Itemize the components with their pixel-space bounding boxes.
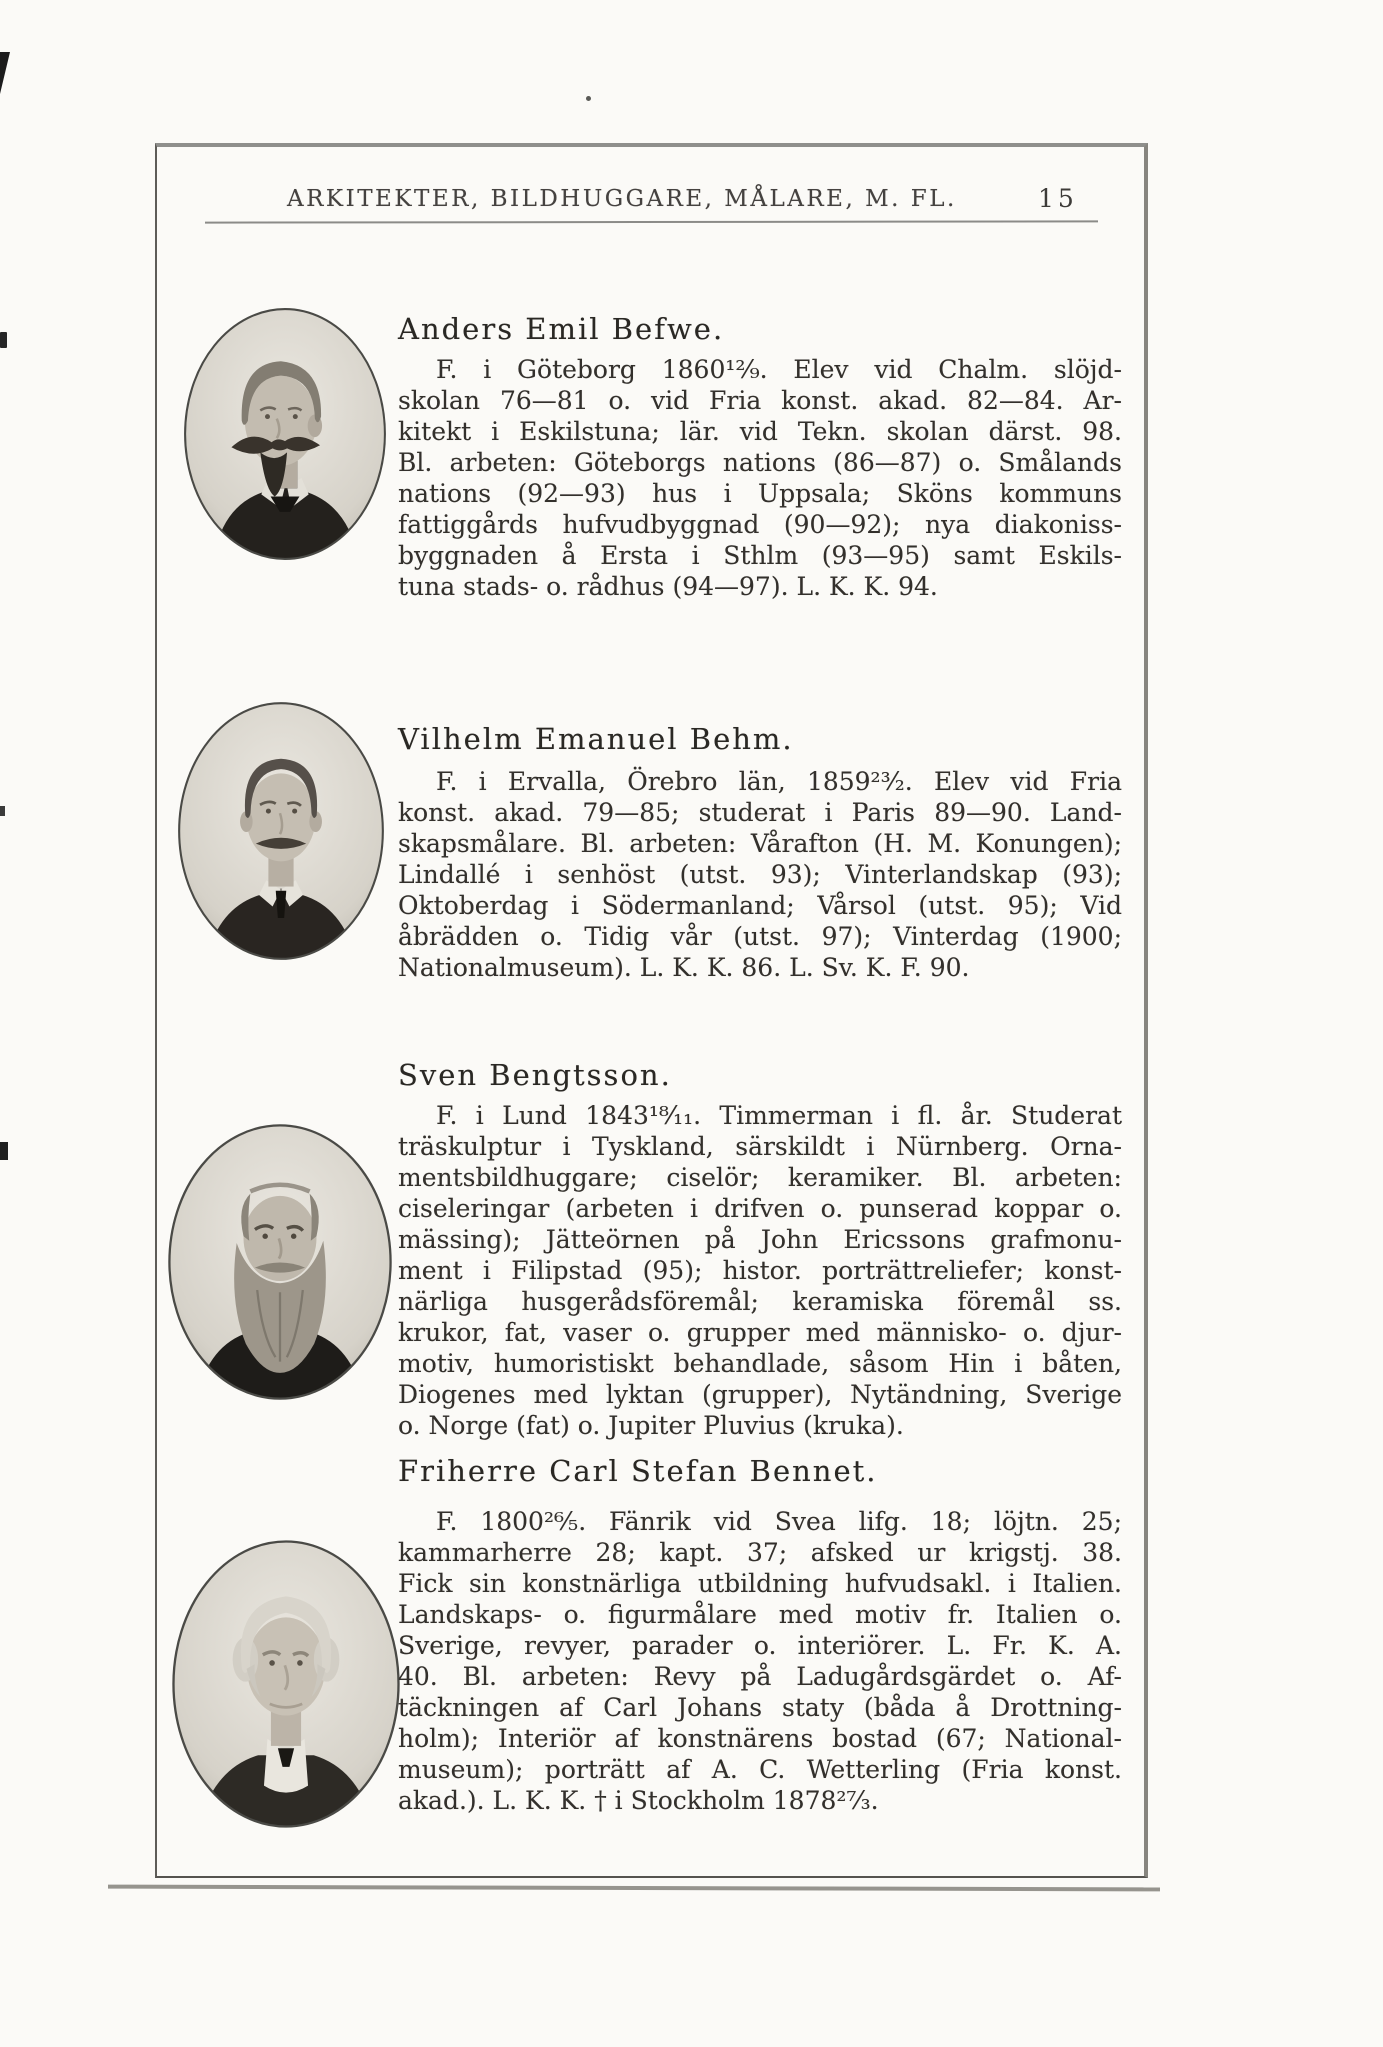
bio-line: Landskaps- o. figurmålare med motiv fr. Italien o.: [398, 1600, 1122, 1629]
bio-line: kammarherre 28; kapt. 37; afsked ur krigstj. 38.: [398, 1538, 1122, 1567]
bio-line: F. i Göteborg 1860¹²⁄₉. Elev vid Chalm. slöjd-: [436, 355, 1122, 384]
bio-line: tuna stads- o. rådhus (94—97). L. K. K. 94.: [398, 572, 938, 601]
bio-line: skolan 76—81 o. vid Fria konst. akad. 82—84. Ar-: [398, 386, 1122, 415]
entry-bio: [398, 766, 1122, 983]
bio-line: ciseleringar (arbeten i drifven o. punserad koppar o.: [398, 1194, 1122, 1223]
bio-line: F. i Lund 1843¹⁸⁄₁₁. Timmerman i fl. år. Studerat: [436, 1101, 1122, 1130]
bio-line: träskulptur i Tyskland, särskildt i Nürnberg. Orna-: [398, 1132, 1122, 1161]
bio-line: ment i Filipstad (95); histor. porträttreliefer; konst-: [398, 1256, 1122, 1285]
bio-line: åbrädden o. Tidig vår (utst. 97); Vinterdag (1900;: [398, 922, 1122, 951]
bio-line: byggnaden å Ersta i Sthlm (93—95) samt Eskils-: [398, 541, 1122, 570]
bio-line: Bl. arbeten: Göteborgs nations (86—87) o. Smålands: [398, 448, 1122, 477]
bio-line: akad.). L. K. K. † i Stockholm 1878²⁷⁄₃.: [398, 1786, 879, 1815]
bio-line: F. i Ervalla, Örebro län, 1859²³⁄₂. Elev vid Fria: [436, 767, 1122, 796]
scan-artifact: [0, 332, 7, 348]
bio-line: skapsmålare. Bl. arbeten: Vårafton (H. M. Konungen);: [398, 829, 1122, 858]
bio-line: holm); Interiör af konstnärens bostad (67; National-: [398, 1724, 1122, 1753]
page-number: 15: [1038, 184, 1078, 213]
bio-line: fattiggårds hufvudbyggnad (90—92); nya diakoniss-: [398, 510, 1122, 539]
bio-line: museum); porträtt af A. C. Wetterling (Fria konst.: [398, 1755, 1122, 1784]
entry-name: Friherre Carl Stefan Bennet.: [398, 1454, 878, 1488]
bio-line: täckningen af Carl Johans staty (båda å Drottning-: [398, 1693, 1122, 1722]
bio-line: konst. akad. 79—85; studerat i Paris 89—90. Land-: [398, 798, 1122, 827]
entry-bio: [398, 354, 1122, 602]
bio-line: motiv, humoristiskt behandlade, såsom Hin i båten,: [398, 1349, 1122, 1378]
bio-line: Lindallé i senhöst (utst. 93); Vinterlandskap (93);: [398, 860, 1122, 889]
entry-name: Vilhelm Emanuel Behm.: [398, 722, 794, 756]
bio-line: Sverige, revyer, parader o. interiörer. L. Fr. K. A.: [398, 1631, 1122, 1660]
bio-line: Fick sin konstnärliga utbildning hufvudsakl. i Italien.: [398, 1569, 1122, 1598]
bengtsson-portrait: [166, 1122, 394, 1402]
behm-portrait: [176, 700, 386, 962]
bio-line: krukor, fat, vaser o. grupper med människo- o. djur-: [398, 1318, 1122, 1347]
scan-artifact: [0, 806, 5, 816]
bio-line: mentsbildhuggare; ciselör; keramiker. Bl. arbeten:: [398, 1163, 1122, 1192]
scan-artifact: [0, 1142, 8, 1160]
scan-artifact: [0, 52, 10, 94]
bio-line: närliga husgerådsföremål; keramiska föremål ss.: [398, 1287, 1122, 1316]
bio-line: Nationalmuseum). L. K. K. 86. L. Sv. K. F. 90.: [398, 953, 970, 982]
bennet-portrait: [170, 1538, 402, 1830]
bio-line: Oktoberdag i Södermanland; Vårsol (utst. 95); Vid: [398, 891, 1122, 920]
entry-name: Sven Bengtsson.: [398, 1058, 672, 1092]
bio-line: o. Norge (fat) o. Jupiter Pluvius (kruka).: [398, 1411, 904, 1440]
bio-line: mässing); Jätteörnen på John Ericssons grafmonu-: [398, 1225, 1122, 1254]
scan-artifact: [586, 96, 591, 101]
befwe-portrait: [182, 306, 388, 562]
bio-line: F. 1800²⁶⁄₅. Fänrik vid Svea lifg. 18; löjtn. 25;: [436, 1507, 1122, 1536]
bio-line: nations (92—93) hus i Uppsala; Sköns kommuns: [398, 479, 1122, 508]
running-head-title: ARKITEKTER, BILDHUGGARE, MÅLARE, M. FL.: [287, 186, 957, 212]
bio-line: 40. Bl. arbeten: Revy på Ladugårdsgärdet o. Af-: [398, 1662, 1122, 1691]
entry-bio: [398, 1506, 1122, 1816]
entry-bio: [398, 1100, 1122, 1441]
bio-line: Diogenes med lyktan (grupper), Nytändning, Sverige: [398, 1380, 1122, 1409]
page-frame-bottom-rule: [108, 1885, 1160, 1892]
entry-name: Anders Emil Befwe.: [398, 312, 725, 346]
bio-line: kitekt i Eskilstuna; lär. vid Tekn. skolan därst. 98.: [398, 417, 1122, 446]
